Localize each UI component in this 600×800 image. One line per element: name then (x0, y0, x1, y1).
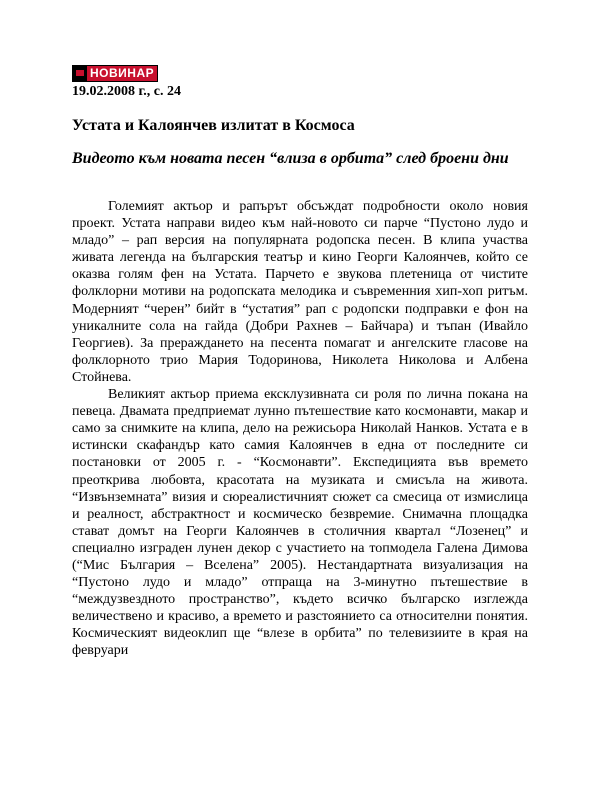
article-subheadline: Видеото към новата песен “влиза в орбита” след броени дни (72, 150, 509, 167)
article-paragraph: Големият актьор и рапърът обсъждат подробности около новия проект. Устата направи видео към най-новото си парче “Пустоно лудо и младо” – рап версия на популярната родопска песен. В клипа участва живата легенда на българския театър и кино Георги Калоянчев, който се оказва голям фен на Устата. Парчето е звукова плетеница от чистите фолклорни мотиви на родопската мелодика и съвременния хип-хоп ритъм. Модерният “черен” бийт в “устатия” рап с родопски подправки е фон на уникалните сола на гайда (Добри Рахнев – Байчара) и тъпан (Ивайло Георгиев). За преражданeто на песента помагат и ангелските гласове на фолклорното трио Мария Тодоринова, Николета Николова и Албена Стойнева. (72, 199, 528, 385)
logo-text: НОВИНАР (87, 66, 157, 81)
newspaper-logo (72, 65, 158, 82)
article-body (72, 198, 528, 660)
article-paragraph: Великият актьор приема ексклузивната си роля по лична покана на певеца. Двамата предприемат лунно пътешествие като космонавти, макар и само за снимките на клипа, дело на режисьора Николай Нанков. Устата е в истински скафандър като самия Калоянчев в една от последните си постановки от 2005 г. - “Космонавти”. Експедицията във времето преоткрива любовта, красотата на музиката и смисъла на живота. “Извънземната” визия и сюреалистичният сюжет са смесица от измислица и реалност, абстрактност и космическо безвремие. Снимачна площадка стават домът на Георги Калоянчев в столичния квартал “Лозенец” и специално изграден лунен декор с участието на топмодела Галена Димова (“Мис България – Вселена” 2005). Нестандартната визуализация на “Пустоно лудо и младо” отпраща на 3-минутно пътешествие в “междузвездното пространство”, където всичко българско изглежда величествено и красиво, а времето и разстоянието са относителни понятия. Космическият видеоклип ще “влезе в орбита” по телевизиите в края на февруари (72, 387, 528, 659)
article-headline: Устата и Калоянчев излитат в Космоса (72, 117, 355, 134)
logo-emblem-icon (73, 66, 87, 81)
date-line: 19.02.2008 г., с. 24 (72, 84, 181, 99)
